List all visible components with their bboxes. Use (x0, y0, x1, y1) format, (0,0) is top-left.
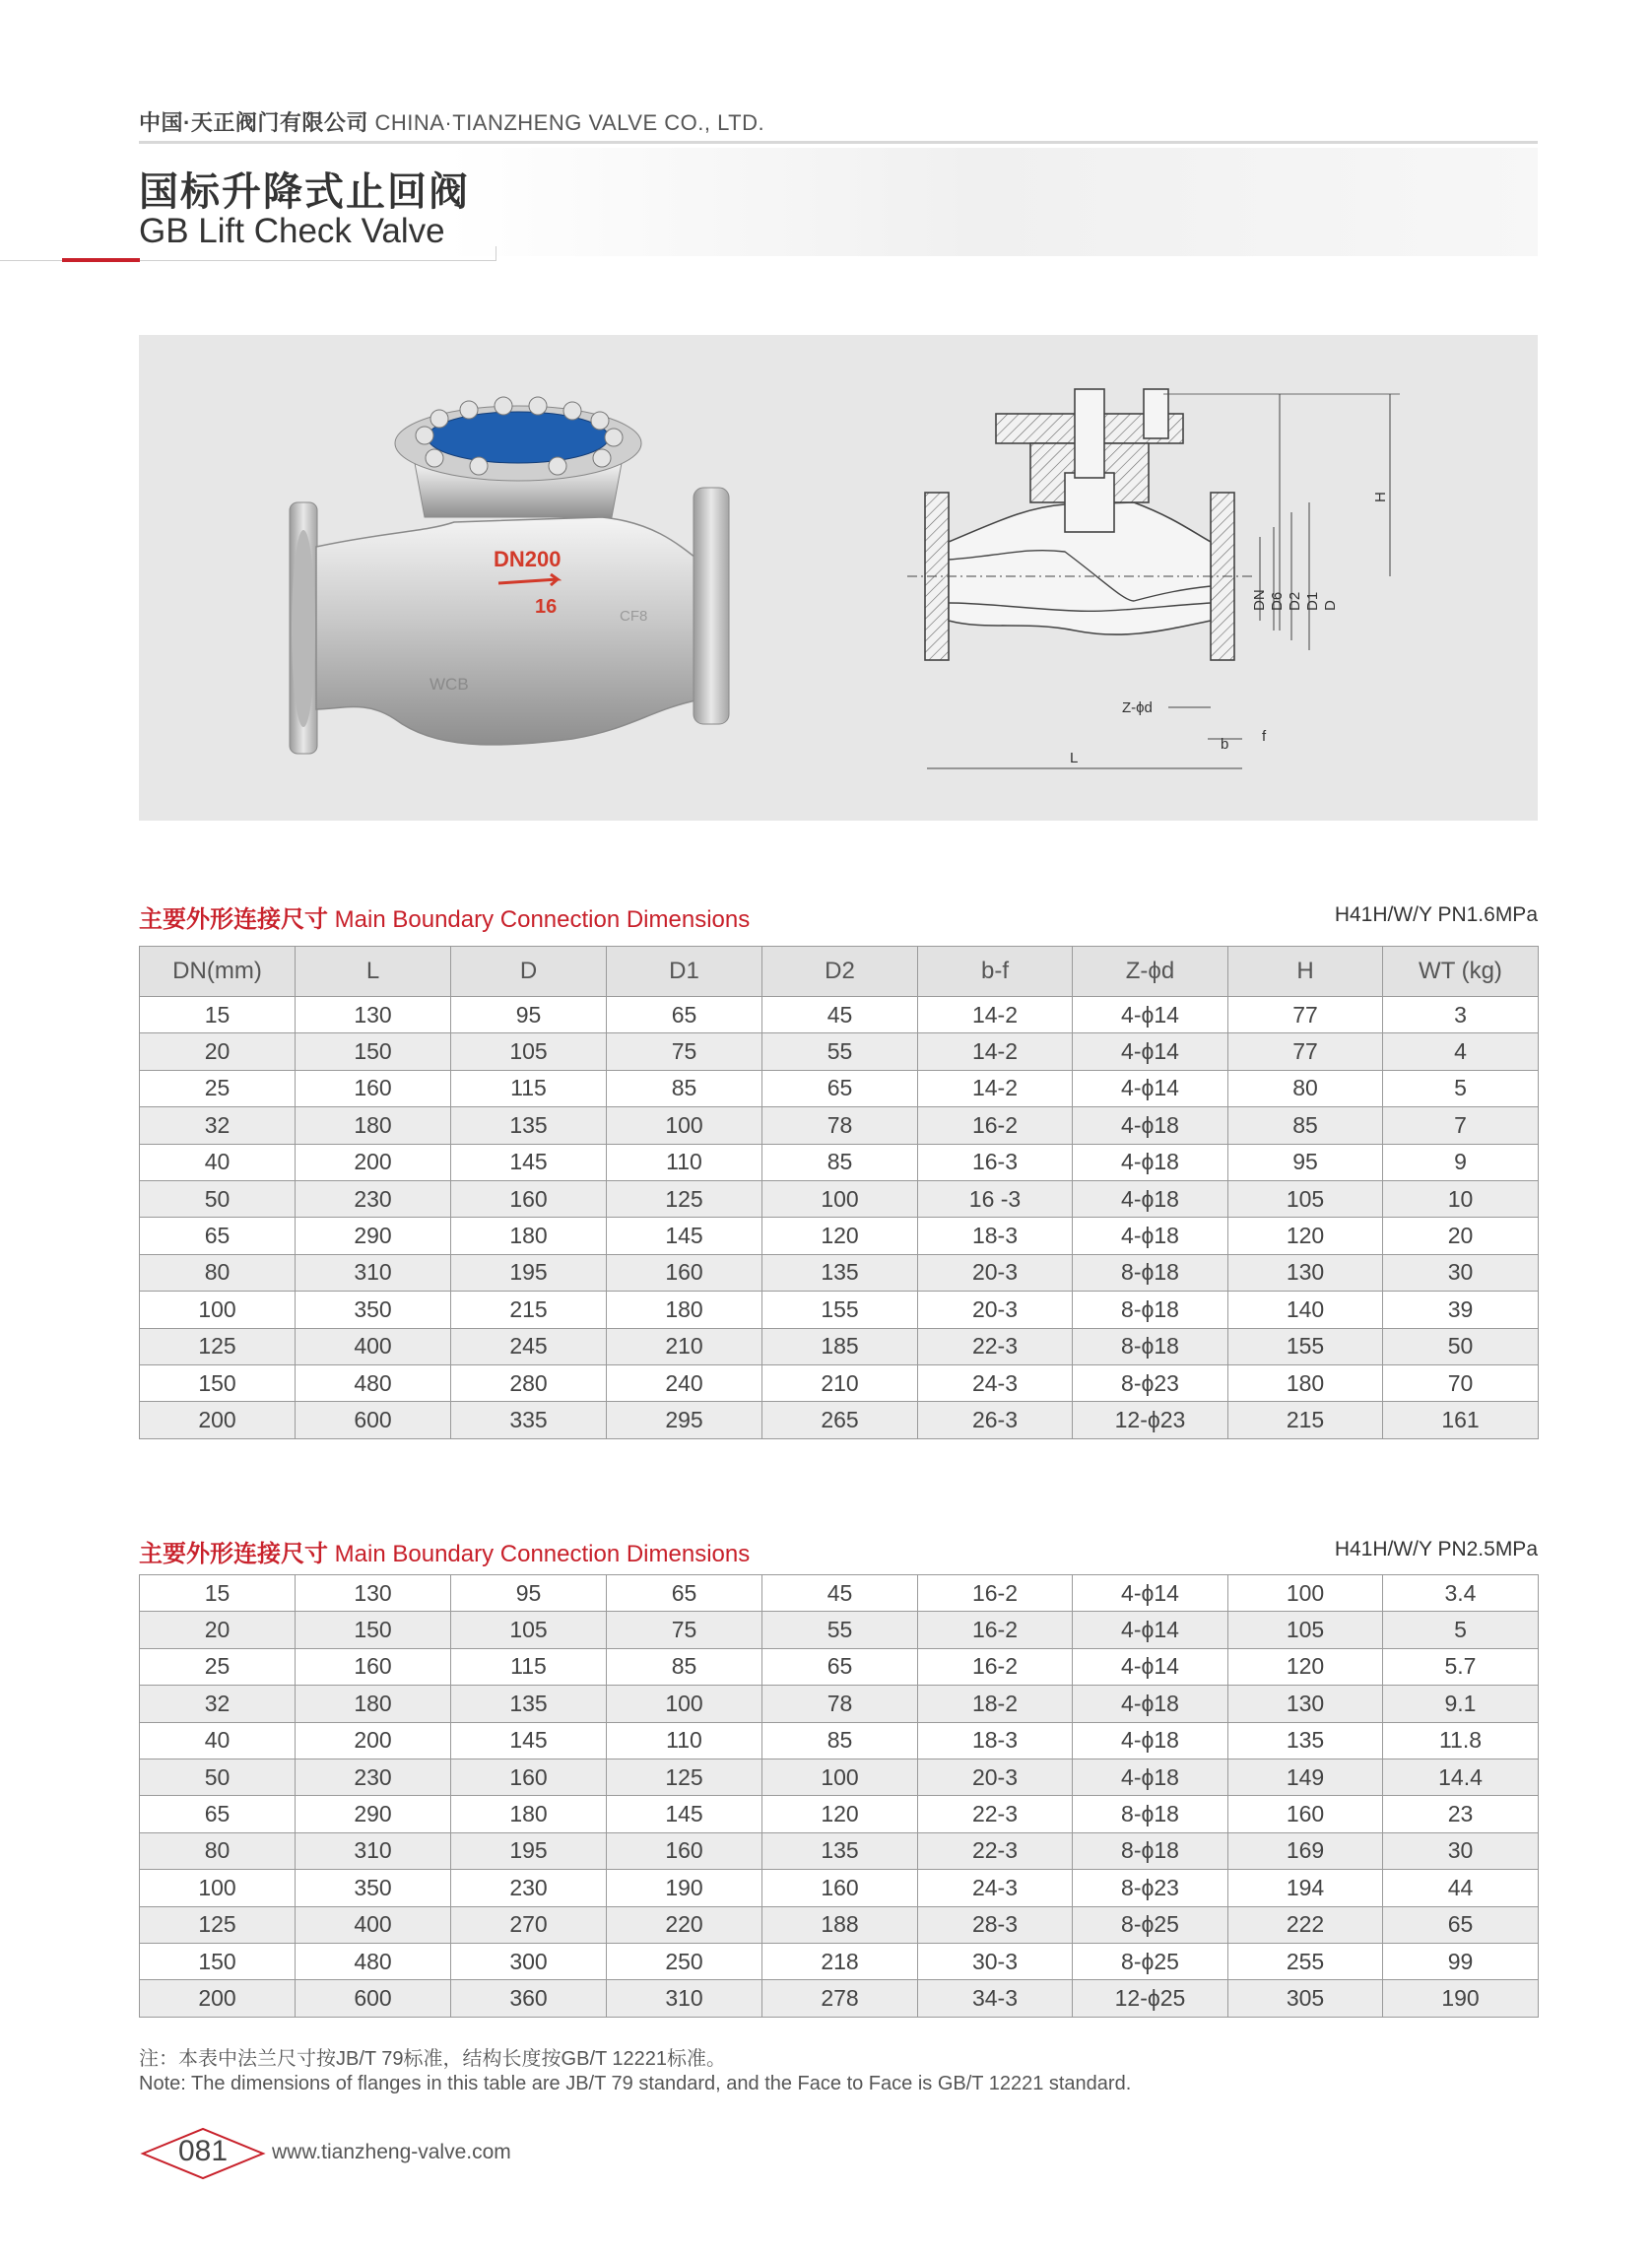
table-row (140, 1144, 1539, 1180)
table-cell: 65 (607, 1575, 762, 1612)
table-cell: 120 (1228, 1218, 1383, 1254)
table-cell: 310 (607, 1980, 762, 2017)
table-cell: 200 (140, 1980, 296, 2017)
table-cell: 218 (762, 1943, 918, 1979)
section-1-header (139, 899, 1538, 933)
table-cell: 270 (451, 1906, 607, 1943)
section-1-code: H41H/W/Y PN1.6MPa (1334, 903, 1538, 926)
table-cell: 40 (140, 1722, 296, 1759)
col-header-l: L (296, 947, 451, 997)
table-cell: 8-ϕ18 (1073, 1796, 1228, 1832)
table-cell: 85 (1228, 1107, 1383, 1144)
table-cell: 16-2 (918, 1648, 1073, 1685)
table-cell: 295 (607, 1402, 762, 1438)
footnote-en: Note: The dimensions of flanges in this table are JB/T 79 standard, and the Face to Face is GB/T 12221 standard. (139, 2073, 1132, 2094)
table-cell: 50 (140, 1759, 296, 1795)
table-cell: 310 (296, 1254, 451, 1291)
table-cell: 105 (1228, 1180, 1383, 1217)
table-cell: 5 (1383, 1070, 1539, 1106)
table-cell: 8-ϕ25 (1073, 1906, 1228, 1943)
table-cell: 280 (451, 1364, 607, 1401)
table-row (140, 1180, 1539, 1217)
table-cell: 20 (140, 1612, 296, 1648)
technical-drawing (907, 389, 1400, 768)
table-cell: 45 (762, 1575, 918, 1612)
table-cell: 20-3 (918, 1254, 1073, 1291)
table-cell: 25 (140, 1648, 296, 1685)
table-cell: 188 (762, 1906, 918, 1943)
table-cell: 16-2 (918, 1107, 1073, 1144)
table-cell: 4-ϕ14 (1073, 997, 1228, 1033)
table-cell: 230 (296, 1759, 451, 1795)
table-cell: 290 (296, 1796, 451, 1832)
table-cell: 55 (762, 1033, 918, 1070)
section-1-title (139, 899, 750, 934)
label-H: H (1372, 492, 1389, 502)
table-cell: 130 (296, 997, 451, 1033)
table-cell: 12-ϕ23 (1073, 1402, 1228, 1438)
table-cell: 45 (762, 997, 918, 1033)
table-cell: 160 (296, 1648, 451, 1685)
table-cell: 77 (1228, 997, 1383, 1033)
table-cell: 40 (140, 1144, 296, 1180)
table-cell: 4-ϕ14 (1073, 1575, 1228, 1612)
label-b: b (1221, 736, 1229, 753)
table-cell: 10 (1383, 1180, 1539, 1217)
left-flange-bore (292, 530, 315, 727)
table-cell: 100 (607, 1686, 762, 1722)
table-cell: 110 (607, 1144, 762, 1180)
table-cell: 100 (140, 1870, 296, 1906)
table-cell: 50 (1383, 1328, 1539, 1364)
table-cell: 8-ϕ18 (1073, 1292, 1228, 1328)
table-cell: 95 (451, 997, 607, 1033)
table-cell: 150 (296, 1612, 451, 1648)
table-cell: 20 (1383, 1218, 1539, 1254)
table-cell: 160 (451, 1759, 607, 1795)
dimensions-table-pn25 (139, 1574, 1539, 2018)
label-D6: D6 (1269, 591, 1286, 611)
table-cell: 23 (1383, 1796, 1539, 1832)
table-row (140, 1218, 1539, 1254)
table-row (140, 1292, 1539, 1328)
table-cell: 4-ϕ18 (1073, 1759, 1228, 1795)
company-name-en: CHINA·TIANZHENG VALVE CO., LTD. (374, 110, 765, 135)
table-cell: 18-2 (918, 1686, 1073, 1722)
table-cell: 50 (140, 1180, 296, 1217)
company-name-cn: 中国·天正阀门有限公司 (139, 110, 368, 135)
table-cell: 120 (762, 1796, 918, 1832)
table-cell: 5.7 (1383, 1648, 1539, 1685)
table-cell: 16-3 (918, 1144, 1073, 1180)
table-cell: 215 (451, 1292, 607, 1328)
table-cell: 265 (762, 1402, 918, 1438)
col-header-z-d: Z-ϕd (1073, 947, 1228, 997)
table-cell: 145 (607, 1218, 762, 1254)
table-cell: 194 (1228, 1870, 1383, 1906)
section-2-title-cn: 主要外形连接尺寸 (139, 1541, 328, 1567)
table-cell: 155 (1228, 1328, 1383, 1364)
table-cell: 360 (451, 1980, 607, 2017)
table-cell: 245 (451, 1328, 607, 1364)
table-cell: 70 (1383, 1364, 1539, 1401)
table-row (140, 1796, 1539, 1832)
table-cell: 180 (451, 1796, 607, 1832)
table-cell: 44 (1383, 1870, 1539, 1906)
table-cell: 100 (762, 1759, 918, 1795)
table-cell: 180 (296, 1107, 451, 1144)
table-cell: 32 (140, 1107, 296, 1144)
table-cell: 65 (607, 997, 762, 1033)
table-cell: 16 -3 (918, 1180, 1073, 1217)
table-cell: 400 (296, 1906, 451, 1943)
section-2-title (139, 1534, 750, 1568)
table-cell: 14-2 (918, 1070, 1073, 1106)
table-cell: 255 (1228, 1943, 1383, 1979)
table-cell: 210 (762, 1364, 918, 1401)
table-cell: 125 (140, 1906, 296, 1943)
valve-photo (290, 397, 729, 754)
table-cell: 190 (607, 1870, 762, 1906)
table-row (140, 1870, 1539, 1906)
table-cell: 180 (607, 1292, 762, 1328)
table-header-row (140, 947, 1539, 997)
col-header-d1: D1 (607, 947, 762, 997)
label-holes: Z-ϕd (1122, 699, 1153, 716)
table-cell: 15 (140, 997, 296, 1033)
table-row (140, 1906, 1539, 1943)
label-D: D (1322, 600, 1339, 611)
table-cell: 30-3 (918, 1943, 1073, 1979)
table-cell: 9.1 (1383, 1686, 1539, 1722)
table-cell: 8-ϕ23 (1073, 1870, 1228, 1906)
table-cell: 149 (1228, 1759, 1383, 1795)
table-cell: 7 (1383, 1107, 1539, 1144)
table-cell: 140 (1228, 1292, 1383, 1328)
table-cell: 105 (451, 1033, 607, 1070)
photo-marking-pressure: 16 (535, 596, 558, 618)
table-cell: 169 (1228, 1832, 1383, 1869)
table-cell: 125 (607, 1759, 762, 1795)
table-cell: 160 (607, 1832, 762, 1869)
table-cell: 600 (296, 1980, 451, 2017)
table-cell: 75 (607, 1033, 762, 1070)
label-D1: D1 (1304, 591, 1321, 611)
table-cell: 180 (1228, 1364, 1383, 1401)
table-cell: 24-3 (918, 1364, 1073, 1401)
table-cell: 145 (451, 1144, 607, 1180)
table-row (140, 1980, 1539, 2017)
table-cell: 100 (762, 1180, 918, 1217)
photo-marking-material: WCB (430, 675, 469, 694)
table-cell: 310 (296, 1832, 451, 1869)
section-2-title-en: Main Boundary Connection Dimensions (334, 1541, 751, 1567)
table-cell: 240 (607, 1364, 762, 1401)
table-cell: 150 (296, 1033, 451, 1070)
table-cell: 9 (1383, 1144, 1539, 1180)
table-cell: 34-3 (918, 1980, 1073, 2017)
table-cell: 160 (1228, 1796, 1383, 1832)
label-D2: D2 (1287, 591, 1303, 611)
page-number: 081 (177, 2135, 229, 2167)
table-cell: 85 (607, 1070, 762, 1106)
table-cell: 65 (140, 1218, 296, 1254)
table-cell: 26-3 (918, 1402, 1073, 1438)
table-cell: 14.4 (1383, 1759, 1539, 1795)
table-cell: 180 (296, 1686, 451, 1722)
table-cell: 8-ϕ18 (1073, 1254, 1228, 1291)
table-row (140, 1759, 1539, 1795)
table-cell: 80 (140, 1254, 296, 1291)
table-cell: 105 (1228, 1612, 1383, 1648)
table-cell: 3 (1383, 997, 1539, 1033)
table-row (140, 1832, 1539, 1869)
table-cell: 20-3 (918, 1292, 1073, 1328)
table-cell: 135 (1228, 1722, 1383, 1759)
section-2-header (139, 1534, 1538, 1567)
table-cell: 75 (607, 1612, 762, 1648)
page-title-en: GB Lift Check Valve (139, 212, 445, 250)
table-cell: 110 (607, 1722, 762, 1759)
table-cell: 65 (1383, 1906, 1539, 1943)
col-header-d2: D2 (762, 947, 918, 997)
table-cell: 480 (296, 1364, 451, 1401)
table-row (140, 1686, 1539, 1722)
company-name (139, 106, 764, 137)
table-cell: 150 (140, 1943, 296, 1979)
dimensions-table-pn16 (139, 946, 1539, 1439)
table-cell: 250 (607, 1943, 762, 1979)
table-cell: 130 (1228, 1254, 1383, 1291)
table-cell: 80 (1228, 1070, 1383, 1106)
table-cell: 30 (1383, 1254, 1539, 1291)
table-cell: 65 (762, 1070, 918, 1106)
table-cell: 85 (607, 1648, 762, 1685)
table-cell: 278 (762, 1980, 918, 2017)
table-cell: 230 (296, 1180, 451, 1217)
table-cell: 200 (140, 1402, 296, 1438)
table-cell: 16-2 (918, 1575, 1073, 1612)
table-cell: 335 (451, 1402, 607, 1438)
table-cell: 145 (607, 1796, 762, 1832)
table-cell: 125 (140, 1328, 296, 1364)
table-cell: 130 (1228, 1686, 1383, 1722)
table-row (140, 1070, 1539, 1106)
table-cell: 4-ϕ18 (1073, 1107, 1228, 1144)
footnote (139, 2047, 1131, 2096)
table-cell: 200 (296, 1722, 451, 1759)
table-cell: 99 (1383, 1943, 1539, 1979)
header-rule (139, 141, 1538, 144)
table-cell: 65 (140, 1796, 296, 1832)
table-cell: 130 (296, 1575, 451, 1612)
table-cell: 135 (451, 1686, 607, 1722)
page-title-cn: 国标升降式止回阀 (139, 170, 470, 214)
table-cell: 195 (451, 1254, 607, 1291)
section-1-title-cn: 主要外形连接尺寸 (139, 906, 328, 933)
label-DN: DN (1251, 589, 1268, 611)
table-cell: 95 (451, 1575, 607, 1612)
table-cell: 210 (607, 1328, 762, 1364)
table-cell: 18-3 (918, 1722, 1073, 1759)
table-cell: 22-3 (918, 1832, 1073, 1869)
table-cell: 22-3 (918, 1796, 1073, 1832)
table-cell: 11.8 (1383, 1722, 1539, 1759)
table-cell: 85 (762, 1722, 918, 1759)
table-cell: 160 (607, 1254, 762, 1291)
table-cell: 135 (762, 1832, 918, 1869)
table-cell: 160 (296, 1070, 451, 1106)
table1-body (140, 997, 1539, 1439)
table-cell: 8-ϕ18 (1073, 1832, 1228, 1869)
table-cell: 135 (762, 1254, 918, 1291)
table-row (140, 1364, 1539, 1401)
table-cell: 4 (1383, 1033, 1539, 1070)
table-cell: 350 (296, 1292, 451, 1328)
table-cell: 32 (140, 1686, 296, 1722)
table-cell: 105 (451, 1612, 607, 1648)
table-cell: 160 (762, 1870, 918, 1906)
table-row (140, 997, 1539, 1033)
table-cell: 185 (762, 1328, 918, 1364)
table-cell: 100 (607, 1107, 762, 1144)
blue-cover (428, 412, 609, 463)
table-cell: 65 (762, 1648, 918, 1685)
table-row (140, 1107, 1539, 1144)
table-cell: 14-2 (918, 997, 1073, 1033)
table-row (140, 1402, 1539, 1438)
table-cell: 18-3 (918, 1218, 1073, 1254)
table-row (140, 1328, 1539, 1364)
table-cell: 85 (762, 1144, 918, 1180)
table-cell: 4-ϕ18 (1073, 1218, 1228, 1254)
table-cell: 480 (296, 1943, 451, 1979)
table-cell: 120 (1228, 1648, 1383, 1685)
table-cell: 8-ϕ23 (1073, 1364, 1228, 1401)
website-link[interactable]: www.tianzheng-valve.com (272, 2141, 511, 2163)
label-f: f (1262, 728, 1267, 745)
table-cell: 95 (1228, 1144, 1383, 1180)
table-cell: 77 (1228, 1033, 1383, 1070)
table-cell: 145 (451, 1722, 607, 1759)
table-cell: 14-2 (918, 1033, 1073, 1070)
photo-marking-body: CF8 (620, 608, 648, 625)
table-cell: 222 (1228, 1906, 1383, 1943)
table-cell: 161 (1383, 1402, 1539, 1438)
table-cell: 4-ϕ14 (1073, 1070, 1228, 1106)
table2-body (140, 1575, 1539, 2018)
title-accent-bar (62, 258, 140, 262)
table-cell: 400 (296, 1328, 451, 1364)
table-cell: 8-ϕ25 (1073, 1943, 1228, 1979)
table-cell: 8-ϕ18 (1073, 1328, 1228, 1364)
table-cell: 120 (762, 1218, 918, 1254)
table-row (140, 1254, 1539, 1291)
table-cell: 125 (607, 1180, 762, 1217)
table-cell: 24-3 (918, 1870, 1073, 1906)
table-cell: 20 (140, 1033, 296, 1070)
table-cell: 25 (140, 1070, 296, 1106)
table-cell: 55 (762, 1612, 918, 1648)
table-cell: 200 (296, 1144, 451, 1180)
section-1-title-en: Main Boundary Connection Dimensions (334, 906, 751, 933)
table-cell: 4-ϕ18 (1073, 1180, 1228, 1217)
table-cell: 300 (451, 1943, 607, 1979)
table-cell: 5 (1383, 1612, 1539, 1648)
table-cell: 3.4 (1383, 1575, 1539, 1612)
table-cell: 39 (1383, 1292, 1539, 1328)
table-cell: 195 (451, 1832, 607, 1869)
table-cell: 230 (451, 1870, 607, 1906)
photo-marking-size: DN200 (494, 547, 562, 571)
table-cell: 4-ϕ18 (1073, 1686, 1228, 1722)
section-2-code: H41H/W/Y PN2.5MPa (1334, 1538, 1538, 1560)
table-cell: 220 (607, 1906, 762, 1943)
table-cell: 115 (451, 1648, 607, 1685)
col-header-bf: b-f (918, 947, 1073, 997)
table-cell: 155 (762, 1292, 918, 1328)
product-illustrations (139, 335, 1538, 821)
table-cell: 190 (1383, 1980, 1539, 2017)
table-cell: 4-ϕ14 (1073, 1612, 1228, 1648)
table-cell: 290 (296, 1218, 451, 1254)
table-cell: 80 (140, 1832, 296, 1869)
table-cell: 15 (140, 1575, 296, 1612)
table-row (140, 1722, 1539, 1759)
table-cell: 100 (140, 1292, 296, 1328)
table-cell: 600 (296, 1402, 451, 1438)
table-cell: 305 (1228, 1980, 1383, 2017)
table-cell: 78 (762, 1686, 918, 1722)
col-header-wt: WT (kg) (1383, 947, 1539, 997)
footnote-cn: 注：本表中法兰尺寸按JB/T 79标准，结构长度按GB/T 12221标准。 (139, 2048, 727, 2070)
table-cell: 160 (451, 1180, 607, 1217)
right-flange (694, 488, 729, 724)
table-cell: 16-2 (918, 1612, 1073, 1648)
table-cell: 22-3 (918, 1328, 1073, 1364)
table-row (140, 1943, 1539, 1979)
table-cell: 135 (451, 1107, 607, 1144)
table-cell: 115 (451, 1070, 607, 1106)
table-cell: 215 (1228, 1402, 1383, 1438)
table-cell: 4-ϕ18 (1073, 1722, 1228, 1759)
table-cell: 20-3 (918, 1759, 1073, 1795)
table-row (140, 1612, 1539, 1648)
product-figure-panel (139, 335, 1538, 821)
table-row (140, 1648, 1539, 1685)
table-cell: 30 (1383, 1832, 1539, 1869)
label-L: L (1070, 750, 1079, 766)
table-cell: 150 (140, 1364, 296, 1401)
table-cell: 28-3 (918, 1906, 1073, 1943)
table-cell: 180 (451, 1218, 607, 1254)
col-header-d: D (451, 947, 607, 997)
table-cell: 12-ϕ25 (1073, 1980, 1228, 2017)
col-header-dn: DN(mm) (140, 947, 296, 997)
table-row (140, 1575, 1539, 1612)
table-cell: 4-ϕ18 (1073, 1144, 1228, 1180)
table-cell: 100 (1228, 1575, 1383, 1612)
table-cell: 78 (762, 1107, 918, 1144)
table-cell: 4-ϕ14 (1073, 1648, 1228, 1685)
table-cell: 4-ϕ14 (1073, 1033, 1228, 1070)
table-cell: 350 (296, 1870, 451, 1906)
table-row (140, 1033, 1539, 1070)
col-header-h: H (1228, 947, 1383, 997)
